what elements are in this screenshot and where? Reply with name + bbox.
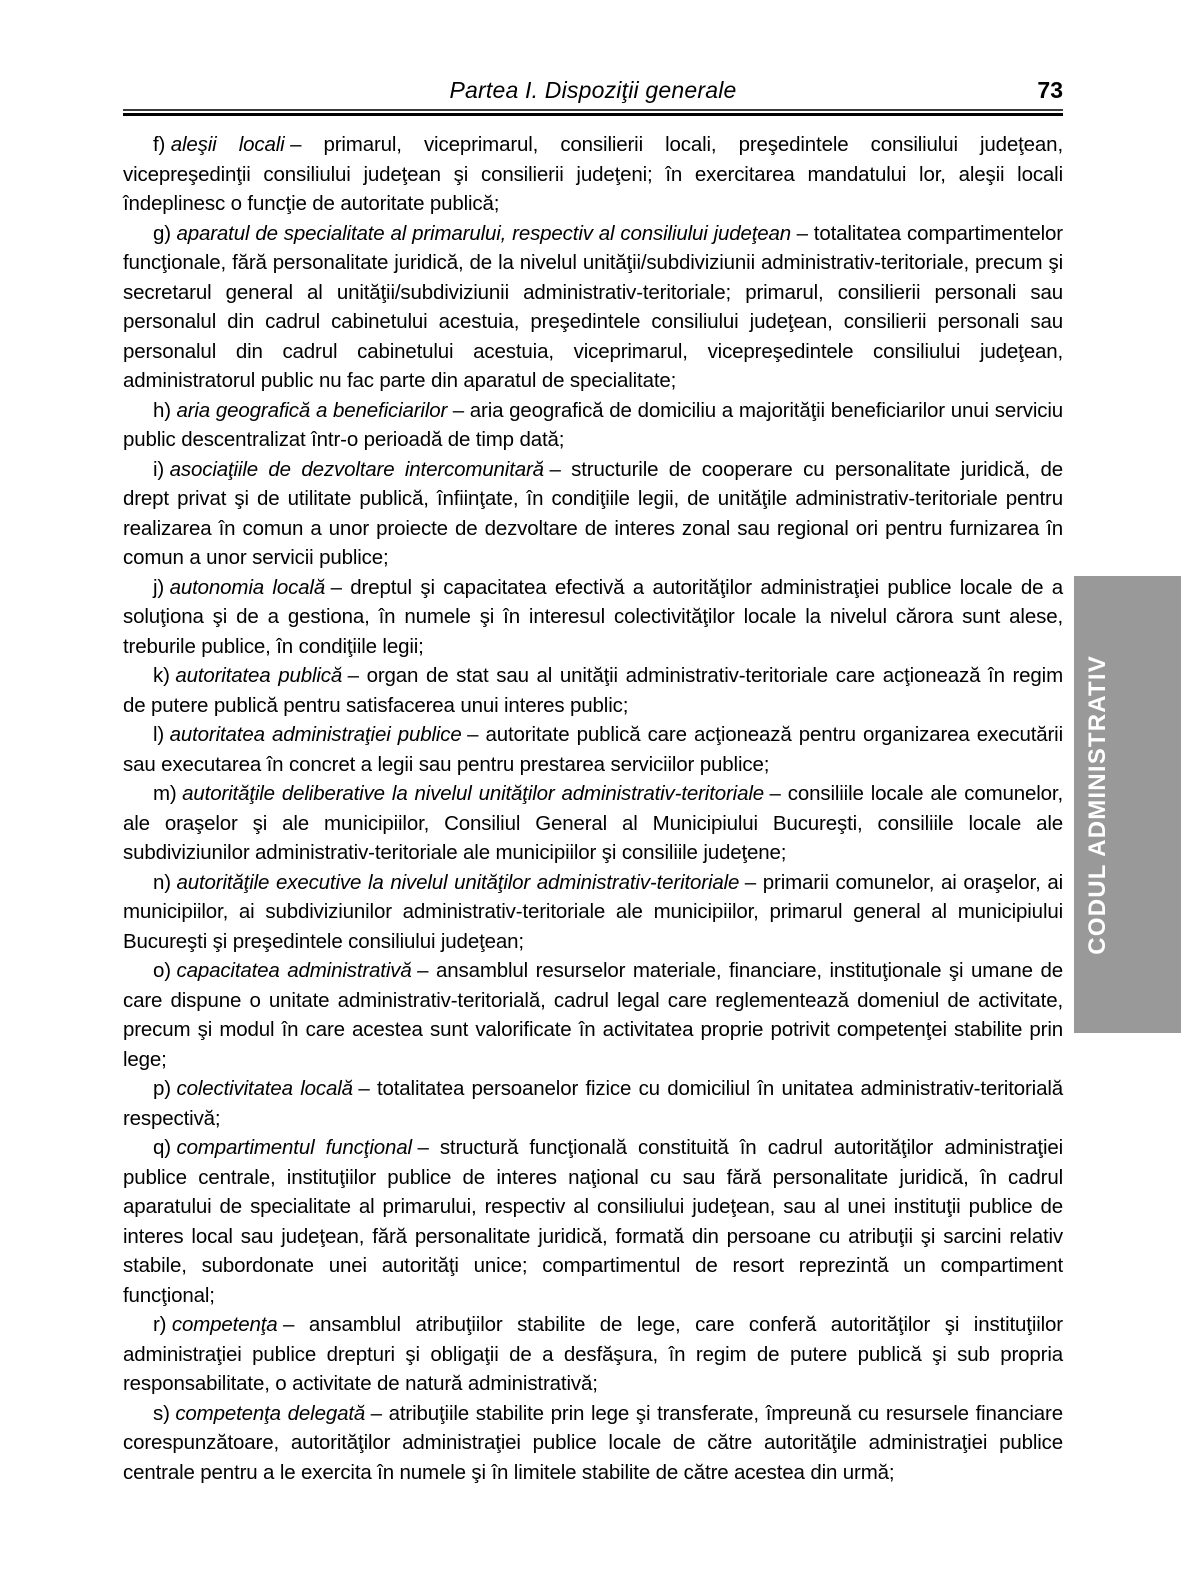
- definition-marker: h): [153, 398, 171, 422]
- definition-text: – ansamblul atribuţiilor stabilite de lege, care conferă autorităţilor şi instituţiilor administraţiei publice drepturi şi obligaţii de a desfăşura, în regim de putere publică şi sub propria responsabilitate, o activitate de natură administrativă;: [123, 1313, 1063, 1395]
- definition-term: competenţa delegată: [175, 1401, 366, 1425]
- definition-item: [123, 1310, 1063, 1399]
- definition-term: autoritatea administraţiei publice: [169, 723, 462, 746]
- definition-marker: g): [153, 221, 171, 245]
- definition-text: – consiliile locale ale comunelor, ale oraşelor şi ale municipiilor, Consiliul General al Municipiului Bucureşti, consiliile locale ale subdiviziunilor administrativ-teritoriale ale municipiilor şi consiliile judeţene;: [123, 782, 1063, 864]
- definition-item: [123, 1074, 1063, 1133]
- definition-marker: n): [153, 870, 171, 894]
- definition-marker: o): [153, 959, 171, 982]
- definition-marker: j): [153, 575, 165, 599]
- definition-marker: s): [153, 1401, 170, 1425]
- definition-text: – primarul, viceprimarul, consilierii locali, preşedintele consiliului judeţean, vicepreşedinţii consiliului judeţean şi consilierii judeţeni; în exercitarea mandatului lor, aleşii locali îndeplinesc o funcţie de autoritate publică;: [123, 133, 1063, 215]
- definition-text: – structurile de cooperare cu personalitate juridică, de drept privat şi de utilitate publică, înfiinţate, în condiţiile legii, de unităţile administrativ-teritoriale pentru realizarea în comun a unor proiecte de dezvoltare de interes zonal sau regional ori pentru furnizarea în comun a unor servicii publice;: [123, 457, 1063, 569]
- definition-term: autorităţile executive la nivelul unităţilor administrativ-teritoriale: [176, 870, 740, 894]
- definition-text: – ansamblul resurselor materiale, financiare, instituţionale şi umane de care dispune o unitate administrativ-teritorială, cadrul legal care reglementează domeniul de activitate, precum şi modul în care acestea sunt valorificate în activitatea proprie potrivit competenţei stabilite prin lege;: [123, 959, 1063, 1071]
- definition-marker: l): [153, 723, 165, 746]
- definition-marker: p): [153, 1077, 171, 1100]
- running-title: Partea I. Dispoziţii generale: [449, 77, 737, 103]
- definition-text: – autoritate publică care acţionează pentru organizarea executării sau executarea în concret a legii sau pentru prestarea serviciilor publice;: [123, 723, 1063, 776]
- definition-text: – aria geografică de domiciliu a majorităţii beneficiarilor unui serviciu public descentralizat într-o perioadă de timp dată;: [123, 398, 1064, 451]
- definition-text: – primarii comunelor, ai oraşelor, ai municipiilor, ai subdiviziunilor administrativ-teritoriale ale municipiilor, primarul general al municipiului Bucureşti şi preşedintele consiliului judeţean;: [123, 870, 1063, 953]
- definition-term: aparatul de specialitate al primarului, respectiv al consiliului judeţean: [176, 221, 792, 245]
- definitions-list: [123, 130, 1063, 1487]
- definition-term: competenţa: [171, 1313, 278, 1336]
- definition-item: [123, 661, 1063, 720]
- definition-term: autorităţile deliberative la nivelul unităţilor administrativ-teritoriale: [182, 782, 764, 805]
- definition-item: [123, 779, 1063, 868]
- definition-item: [123, 720, 1063, 779]
- definition-term: colectivitatea locală: [176, 1077, 353, 1100]
- definition-marker: i): [153, 457, 165, 481]
- definition-text: – organ de stat sau al unităţii administrativ-teritoriale care acţionează în regim de putere publică pentru satisfacerea unui interes public;: [123, 664, 1064, 717]
- definition-term: capacitatea administrativă: [176, 959, 412, 982]
- header-rule-thin: [123, 109, 1063, 111]
- definition-item: [123, 219, 1063, 396]
- side-tab-codul-administrativ: [1074, 576, 1181, 1033]
- definition-item: [123, 1133, 1063, 1310]
- definition-text: – totalitatea compartimentelor funcţionale, fără personalitate juridică, de la nivelul unităţii/subdiviziunii administrativ-teritoriale, precum şi secretarul general al unităţii/subdiviziunii administrativ-teritoriale; primarul, consilierii personali sau personalul din cadrul cabinetului acestuia, preşedintele consiliului judeţean, consilierii personali sau personalul din cadrul cabinetului acestuia, viceprimarul, vicepreşedintele consiliului judeţean, administratorul public nu fac parte din aparatul de specialitate;: [123, 221, 1063, 392]
- side-tab-label: CODUL ADMINISTRATIV: [1084, 654, 1111, 955]
- page-number: 73: [1037, 77, 1063, 103]
- definition-item: [123, 956, 1063, 1074]
- definition-item: [123, 130, 1063, 219]
- definition-marker: f): [153, 133, 166, 156]
- definition-item: [123, 396, 1063, 455]
- definition-marker: r): [153, 1313, 167, 1336]
- definition-marker: k): [153, 664, 170, 687]
- definition-text: – totalitatea persoanelor fizice cu domiciliul în unitatea administrativ-teritorială respectivă;: [123, 1077, 1063, 1130]
- definition-text: – structură funcţională constituită în cadrul autorităţilor administraţiei publice centrale, instituţiilor publice de interes naţional cu sau fără personalitate juridică, în cadrul aparatului de specialitate al primarului, respectiv al consiliului judeţean, sau al unei instituţii publice de interes local sau judeţean, fără personalitate juridică, formată din persoane cu atribuţii şi sarcini relativ stabile, subordonate unei autorităţi unice; compartimentul de resort reprezintă un compartiment funcţional;: [123, 1136, 1064, 1307]
- definition-term: compartimentul funcţional: [176, 1136, 412, 1159]
- definition-item: [123, 1399, 1063, 1488]
- definition-term: asociaţiile de dezvoltare intercomunitară: [169, 457, 544, 481]
- definition-term: aleşii locali: [170, 133, 285, 156]
- definition-text: – atribuţiile stabilite prin lege şi transferate, împreună cu resursele financiare corespunzătoare, autorităţilor administraţiei publice locale de către autorităţile administraţiei publice centrale pentru a le exercita în numele şi în limitele stabilite de către acestea din urmă;: [123, 1401, 1063, 1484]
- definition-item: [123, 455, 1063, 573]
- header-rule-thick: [123, 113, 1063, 116]
- definition-term: aria geografică a beneficiarilor: [176, 398, 448, 422]
- definition-item: [123, 573, 1063, 662]
- header-rule: [123, 109, 1063, 116]
- page-header: [123, 76, 1063, 116]
- definition-term: autoritatea publică: [175, 664, 343, 687]
- definition-term: autonomia locală: [169, 575, 326, 599]
- definition-marker: m): [153, 782, 177, 805]
- definition-text: – dreptul şi capacitatea efectivă a autorităţilor administraţiei publice locale de a soluţiona şi de a gestiona, în numele şi în interesul colectivităţilor locale la nivelul cărora sunt alese, treburile publice, în condiţiile legii;: [123, 575, 1063, 658]
- definition-marker: q): [153, 1136, 171, 1159]
- definition-item: [123, 868, 1063, 957]
